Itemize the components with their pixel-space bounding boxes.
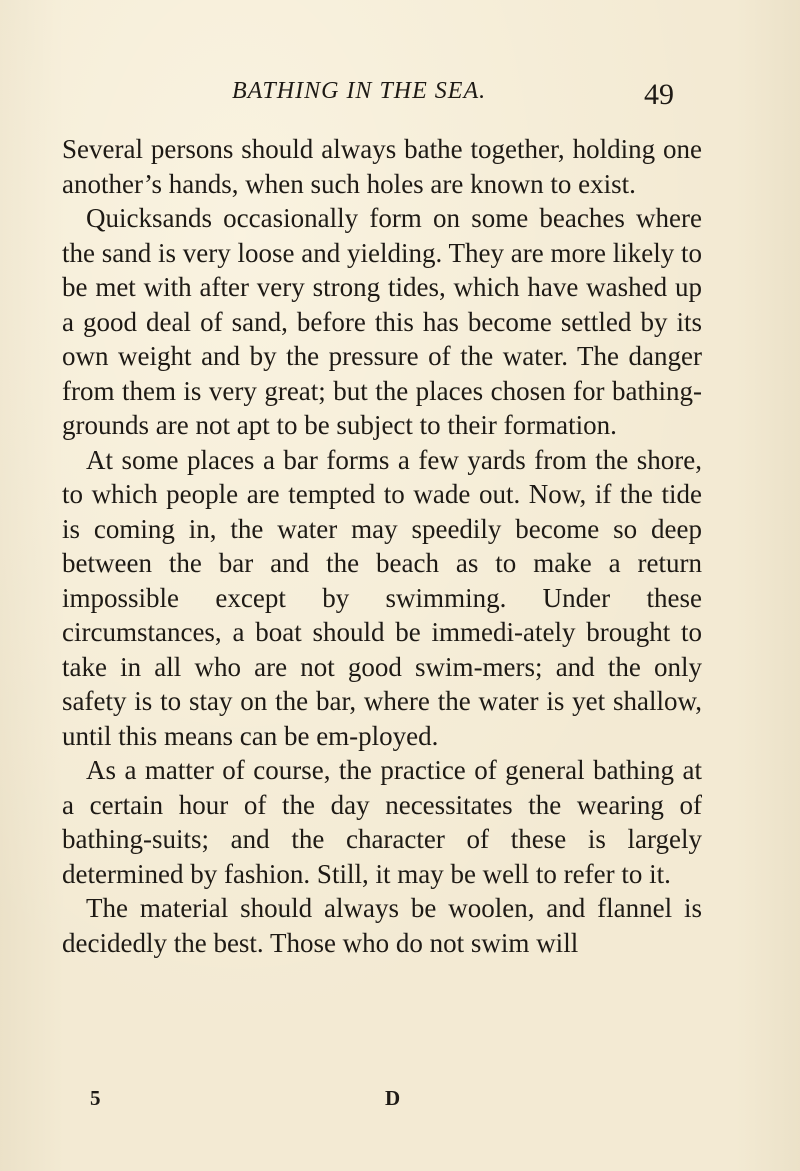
- page-number: 49: [644, 78, 674, 111]
- paragraph: Quicksands occasionally form on some beaches where the sand is very loose and yielding. They are more likely to be met with after very strong tides, which have washed up a good deal of sand, before this has become settled by its own weight and by the pressure of the water. The danger from them is very great; but the places chosen for bathing-grounds are not apt to be subject to their formation.: [62, 203, 702, 440]
- signature-number: 5: [90, 1086, 101, 1110]
- paragraph: As a matter of course, the practice of general bathing at a certain hour of the day necessitates the wearing of bathing-suits; and the character of these is largely determined by fashion. Still, it may be well to refer to it.: [62, 755, 702, 889]
- page-footer: [0, 1086, 800, 1116]
- paragraph: Several persons should always bathe together, holding one another’s hands, when such holes are known to exist.: [62, 134, 702, 199]
- paragraph: At some places a bar forms a few yards from the shore, to which people are tempted to wade out. Now, if the tide is coming in, the water may speedily become so deep between the bar and the beach as to make a return impossible except by swimming. Under these circumstances, a boat should be immedi-ately brought to take in all who are not good swim-mers; and the only safety is to stay on the bar, where the water is yet shallow, until this means can be em-ployed.: [62, 444, 702, 751]
- paragraph: The material should always be woolen, and flannel is decidedly the best. Those who do not swim will: [62, 893, 702, 958]
- body-text: [62, 132, 702, 960]
- signature-letter: D: [385, 1086, 401, 1110]
- page-header: [0, 78, 800, 118]
- running-title: BATHING IN THE SEA.: [232, 78, 487, 104]
